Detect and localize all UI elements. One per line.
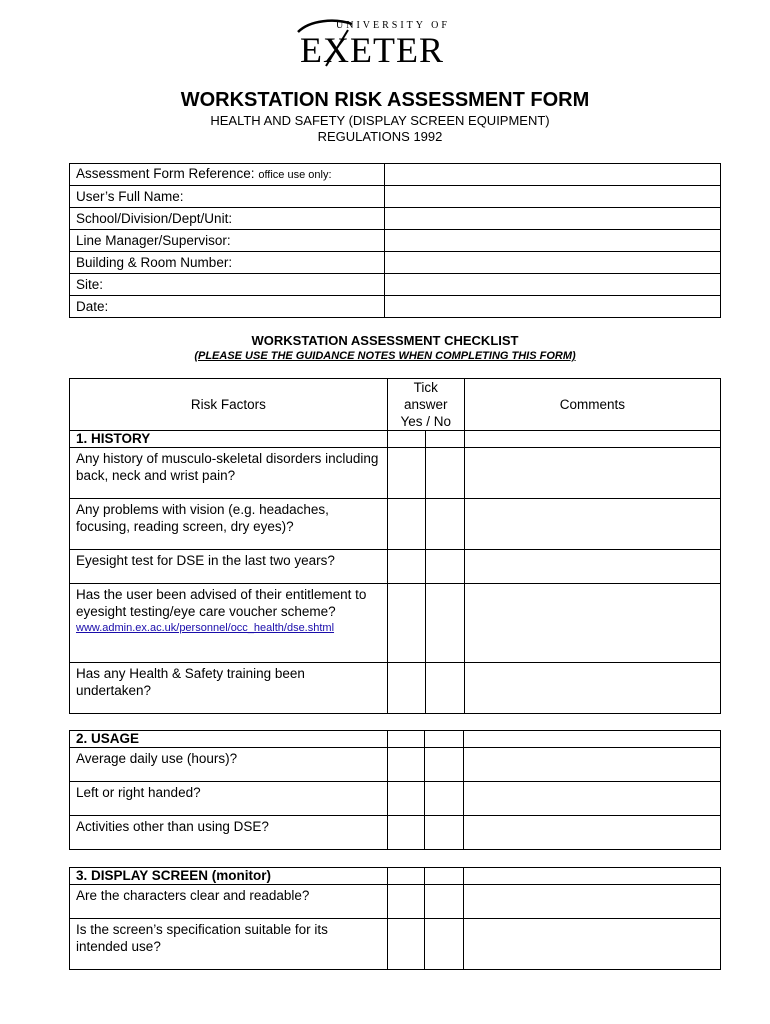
question-text: Has any Health & Safety training been undertaken? xyxy=(70,663,388,714)
school-label: School/Division/Dept/Unit: xyxy=(70,208,385,230)
comment-cell[interactable] xyxy=(464,748,721,782)
question-text: Any problems with vision (e.g. headaches, focusing, reading screen, dry eyes)? xyxy=(70,499,388,550)
user-name-label: User’s Full Name: xyxy=(70,186,385,208)
header-tick-line-1: Tick xyxy=(413,380,438,395)
tick-yes-cell[interactable] xyxy=(387,816,425,850)
section-row-history xyxy=(70,431,721,448)
question-text: Has the user been advised of their entitlement to eyesight testing/eye care voucher scheme? xyxy=(76,587,367,619)
history-table xyxy=(69,378,721,714)
page-title: WORKSTATION RISK ASSESSMENT FORM xyxy=(180,89,590,111)
question-row xyxy=(70,885,721,919)
question-row xyxy=(70,782,721,816)
question-text: Are the characters clear and readable? xyxy=(70,885,388,919)
info-row-manager xyxy=(70,230,721,252)
section-title-history: 1. HISTORY xyxy=(70,431,388,448)
info-row-building xyxy=(70,252,721,274)
school-field[interactable] xyxy=(384,208,720,230)
tick-no-cell[interactable] xyxy=(425,663,464,714)
manager-label: Line Manager/Supervisor: xyxy=(70,230,385,252)
info-row-reference xyxy=(70,164,721,186)
question-row xyxy=(70,816,721,850)
comment-cell[interactable] xyxy=(464,550,720,584)
header-risk-factors: Risk Factors xyxy=(70,379,388,431)
question-text: Activities other than using DSE? xyxy=(70,816,388,850)
question-row xyxy=(70,663,721,714)
tick-yes-cell[interactable] xyxy=(387,919,425,970)
tick-no-cell xyxy=(425,431,464,448)
comment-cell[interactable] xyxy=(464,499,720,550)
question-row xyxy=(70,748,721,782)
tick-no-cell[interactable] xyxy=(425,782,464,816)
checklist-guidance-note: (PLEASE USE THE GUIDANCE NOTES WHEN COMPLETING THIS FORM) xyxy=(194,350,576,362)
tick-yes-cell xyxy=(387,731,425,748)
comment-cell[interactable] xyxy=(464,663,720,714)
date-field[interactable] xyxy=(384,296,720,318)
comment-cell xyxy=(464,731,721,748)
comment-cell xyxy=(464,868,721,885)
checklist-header-row xyxy=(70,379,721,431)
building-field[interactable] xyxy=(384,252,720,274)
section-row-display xyxy=(70,868,721,885)
tick-yes-cell xyxy=(387,431,425,448)
tick-no-cell xyxy=(425,731,464,748)
question-text-cell xyxy=(70,584,388,663)
tick-yes-cell[interactable] xyxy=(387,550,425,584)
tick-no-cell[interactable] xyxy=(425,816,464,850)
comment-cell[interactable] xyxy=(464,782,721,816)
header-comments: Comments xyxy=(464,379,720,431)
question-row xyxy=(70,448,721,499)
date-label: Date: xyxy=(70,296,385,318)
usage-table xyxy=(69,730,721,850)
section-row-usage xyxy=(70,731,721,748)
tick-no-cell[interactable] xyxy=(425,919,464,970)
question-row xyxy=(70,550,721,584)
tick-no-cell[interactable] xyxy=(425,448,464,499)
tick-no-cell[interactable] xyxy=(425,584,464,663)
question-text: Eyesight test for DSE in the last two years? xyxy=(70,550,388,584)
display-screen-table xyxy=(69,867,721,970)
info-row-user-name xyxy=(70,186,721,208)
subtitle-line-2: REGULATIONS 1992 xyxy=(317,129,443,144)
tick-no-cell[interactable] xyxy=(425,550,464,584)
tick-no-cell[interactable] xyxy=(425,885,464,919)
reference-label xyxy=(70,164,385,186)
info-row-school xyxy=(70,208,721,230)
header-tick-answer xyxy=(387,379,464,431)
question-text: Left or right handed? xyxy=(70,782,388,816)
checklist-title: WORKSTATION ASSESSMENT CHECKLIST xyxy=(251,333,519,348)
comment-cell[interactable] xyxy=(464,816,721,850)
logo-exeter: EXETER xyxy=(300,30,444,70)
tick-yes-cell[interactable] xyxy=(387,782,425,816)
reference-office-note: office use only: xyxy=(258,169,332,181)
question-row xyxy=(70,499,721,550)
comment-cell[interactable] xyxy=(464,584,720,663)
tick-yes-cell[interactable] xyxy=(387,663,425,714)
info-table xyxy=(69,163,721,318)
tick-yes-cell[interactable] xyxy=(387,885,425,919)
tick-yes-cell[interactable] xyxy=(387,448,425,499)
tick-yes-cell xyxy=(387,868,425,885)
comment-cell[interactable] xyxy=(464,448,720,499)
tick-yes-cell[interactable] xyxy=(387,499,425,550)
tick-no-cell[interactable] xyxy=(425,748,464,782)
header-tick-line-3: Yes / No xyxy=(400,414,452,429)
question-text: Any history of musculo-skeletal disorders including back, neck and wrist pain? xyxy=(70,448,388,499)
comment-cell[interactable] xyxy=(464,919,721,970)
dse-guidance-link[interactable]: www.admin.ex.ac.uk/personnel/occ_health/dse.shtml xyxy=(76,622,335,634)
tick-yes-cell[interactable] xyxy=(387,748,425,782)
building-label: Building & Room Number: xyxy=(70,252,385,274)
section-title-display: 3. DISPLAY SCREEN (monitor) xyxy=(70,868,388,885)
question-row xyxy=(70,584,721,663)
question-text: Average daily use (hours)? xyxy=(70,748,388,782)
info-row-site xyxy=(70,274,721,296)
section-title-usage: 2. USAGE xyxy=(70,731,388,748)
logo-university-of: UNIVERSITY OF xyxy=(336,20,450,31)
site-field[interactable] xyxy=(384,274,720,296)
manager-field[interactable] xyxy=(384,230,720,252)
comment-cell xyxy=(464,431,720,448)
university-logo xyxy=(290,18,480,70)
question-text: Is the screen’s specification suitable for its intended use? xyxy=(70,919,388,970)
page-subtitle xyxy=(170,113,590,145)
question-row xyxy=(70,919,721,970)
user-name-field[interactable] xyxy=(384,186,720,208)
subtitle-line-1: HEALTH AND SAFETY (DISPLAY SCREEN EQUIPMENT) xyxy=(210,113,550,128)
reference-label-text: Assessment Form Reference: xyxy=(76,166,255,181)
info-row-date xyxy=(70,296,721,318)
comment-cell[interactable] xyxy=(464,885,721,919)
tick-yes-cell[interactable] xyxy=(387,584,425,663)
reference-value-field[interactable] xyxy=(384,164,720,186)
tick-no-cell xyxy=(425,868,464,885)
header-tick-line-2: answer xyxy=(403,397,448,412)
site-label: Site: xyxy=(70,274,385,296)
tick-no-cell[interactable] xyxy=(425,499,464,550)
